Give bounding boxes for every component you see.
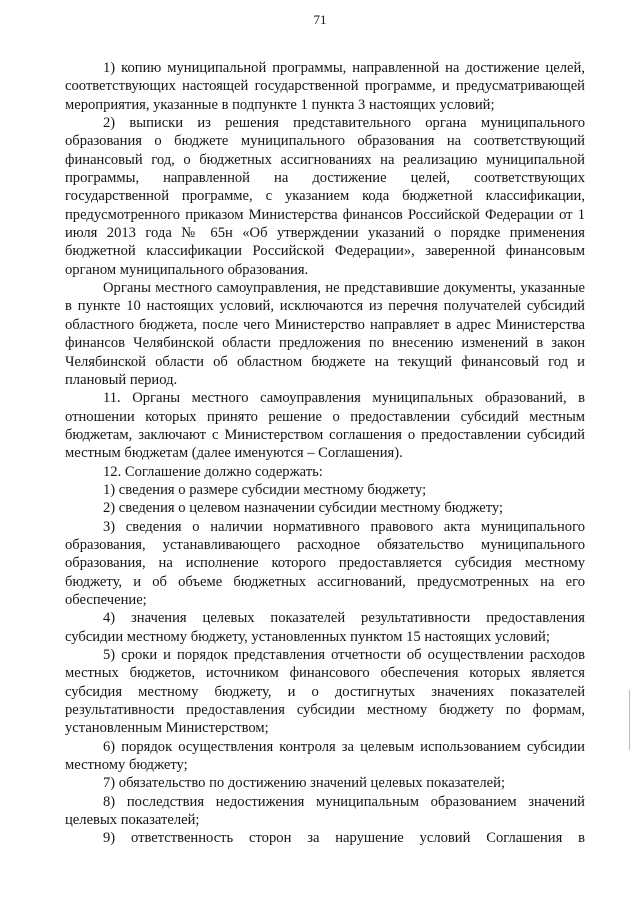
paragraph-clause-12-item-9: 9) ответственность сторон за нарушение условий Соглашения в: [103, 830, 585, 847]
paragraph-clause-12-item-6: 6) порядок осуществления контроля за целевым использованием субсидии местному бюджету;: [65, 738, 585, 774]
document-body: [65, 59, 585, 848]
paragraph-clause-12-item-3: 3) сведения о наличии нормативного правового акта муниципального образования, устанавливающего расходное обязательство муниципального образования, на исполнение которого предоставляется субсидия местному бюджету, и об объеме бюджетных ассигнований, предусмотренных на его обеспечение;: [65, 518, 585, 608]
paragraph-item-1-program-copy: 1) копию муниципальной программы, направленной на достижение целей, соответствующих настоящей государственной программе, и предусматривающей мероприятия, указанные в подпункте 1 пункта 3 настоящих условий;: [65, 60, 585, 113]
page-number: 71: [313, 12, 327, 27]
paragraph-clause-12-item-4: 4) значения целевых показателей результативности предоставления субсидии местному бюджету, установленных пунктом 15 настоящих условий;: [65, 610, 585, 645]
scan-edge-mark: [629, 690, 630, 750]
paragraph-exclusion-rule: Органы местного самоуправления, не представившие документы, указанные в пункте 10 настоящих условий, исключаются из перечня получателей субсидий областного бюджета, после чего Министерство направляет в адрес Министерства финансов Челябинской области предложения по внесению изменений в закон Челябинской области об областном бюджете на текущий финансовый год и плановый период.: [65, 280, 585, 388]
paragraph-clause-12-item-1: 1) сведения о размере субсидии местному бюджету;: [103, 481, 427, 498]
paragraph-clause-12-item-2: 2) сведения о целевом назначении субсидии местному бюджету;: [103, 500, 504, 517]
paragraph-clause-12-item-5: 5) сроки и порядок представления отчетности об осуществлении расходов местных бюджетов, источником финансового обеспечения которых является субсидия местному бюджету, и о достигнутых значениях показателей результативности предоставления субсидии местному бюджету по формам, установленным Министерством;: [65, 647, 585, 737]
paragraph-clause-11: 11. Органы местного самоуправления муниципальных образований, в отношении которых принято решение о предоставлении субсидий местным бюджетам, заключают с Министерством соглашения о предоставлении субсидий местным бюджетам (далее именуются – Соглашения).: [65, 390, 585, 462]
paragraph-item-2-budget-extracts: 2) выписки из решения представительного органа муниципального образования о бюджете муниципального образования на соответствующий финансовый год, о бюджетных ассигнованиях на реализацию муниципальной программы, направленной на достижение целей, соответствующих государственной программе, с указанием кода бюджетной классификации, предусмотренного приказом Министерства финансов Российской Федерации от 1 июля 2013 года № 65н «Об утверждении указаний о порядке применения бюджетной классификации Российской Федерации», заверенной финансовым органом муниципального образования.: [65, 115, 585, 278]
paragraph-clause-12-item-7: 7) обязательство по достижению значений целевых показателей;: [103, 775, 506, 792]
paragraph-clause-12-item-8: 8) последствия недостижения муниципальным образованием значений целевых показателей;: [65, 793, 585, 829]
paragraph-clause-12-heading: 12. Соглашение должно содержать:: [103, 463, 323, 480]
